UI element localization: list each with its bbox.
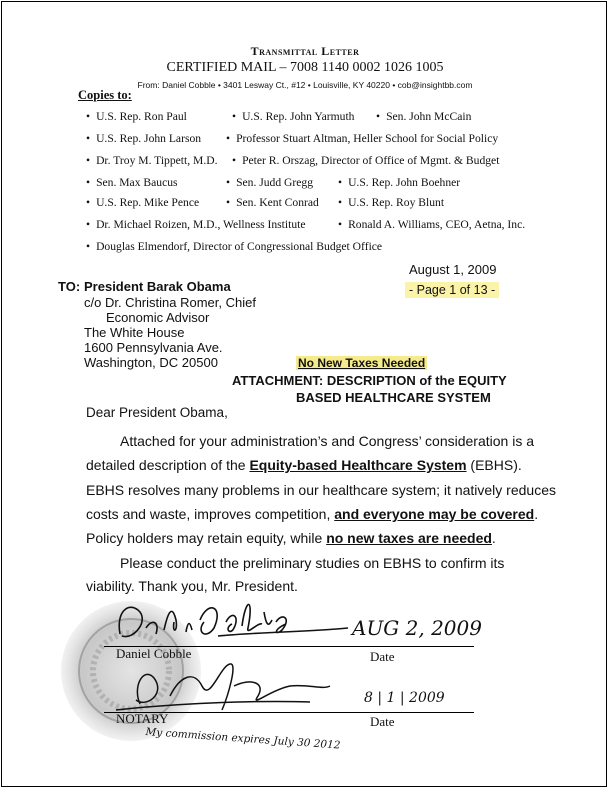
body-line: Attached for your administration’s and Congress’ consideration is a <box>120 433 534 449</box>
attachment-description-cont: BASED HEALTHCARE SYSTEM <box>296 390 491 405</box>
addressee-line: Washington, DC 20500 <box>84 355 218 370</box>
page-indicator: - Page 1 of 13 - <box>405 282 499 298</box>
certified-mail-number: CERTIFIED MAIL – 7008 1140 0002 1026 1005 <box>166 60 444 75</box>
cc-recipient: • U.S. Rep. John Larson <box>86 132 202 145</box>
signature-daniel-cobble <box>108 592 358 652</box>
notary-date-handwritten: 8 | 1 | 2009 <box>364 690 445 706</box>
ebhs-link-text: Equity-based Healthcare System <box>249 457 467 473</box>
signature-date-handwritten: AUG 2, 2009 <box>352 616 482 640</box>
body-line: costs and waste, improves competition, and everyone may be covered. <box>86 506 539 522</box>
cc-recipient: • Dr. Troy M. Tippett, M.D. <box>86 154 218 167</box>
addressee-line: The White House <box>84 325 185 340</box>
addressee-line: 1600 Pennsylvania Ave. <box>84 340 223 355</box>
cc-recipient: • Sen. John McCain <box>376 110 472 123</box>
notary-signature <box>110 656 340 718</box>
attachment-label: ATTACHMENT: <box>232 373 324 388</box>
body-line: Please conduct the preliminary studies on EBHS to confirm its <box>120 555 505 571</box>
signature-date-label: Date <box>370 649 395 664</box>
cc-recipient: • Sen. Kent Conrad <box>226 196 319 209</box>
cc-recipient: • U.S. Rep. Roy Blunt <box>338 196 445 209</box>
attachment-description: ATTACHMENT: DESCRIPTION of the EQUITY <box>232 373 507 388</box>
salutation: Dear President Obama, <box>86 405 228 420</box>
signer-name-label: Daniel Cobble <box>116 646 192 661</box>
notary-date-label: Date <box>370 714 395 729</box>
copies-to-label: Copies to: <box>78 88 132 102</box>
addressee-line: Economic Advisor <box>106 310 210 325</box>
addressee-line: c/o Dr. Christina Romer, Chief <box>84 295 256 310</box>
commission-expiry-handwritten: My commission expires July 30 2012 <box>145 726 341 752</box>
letter-date: August 1, 2009 <box>409 262 497 277</box>
notary-label: NOTARY <box>116 711 169 726</box>
no-new-taxes-highlight: No New Taxes Needed <box>298 356 426 370</box>
body-line: viability. Thank you, Mr. President. <box>86 578 298 594</box>
body-line: EBHS resolves many problems in our healthcare system; it natively reduces <box>86 482 556 498</box>
cc-recipient: • Sen. Judd Gregg <box>226 176 314 189</box>
cc-recipient: • Sen. Max Baucus <box>86 176 178 189</box>
cc-recipient: • U.S. Rep. John Yarmuth <box>232 110 355 123</box>
cc-recipient: • U.S. Rep. John Boehner <box>338 176 461 189</box>
cc-recipient: • Douglas Elmendorf, Director of Congressional Budget Office <box>86 240 383 253</box>
cc-recipient: • Ronald A. Williams, CEO, Aetna, Inc. <box>338 218 526 231</box>
cc-recipient: • Professor Stuart Altman, Heller School for Social Policy <box>226 132 499 145</box>
cc-recipient: • Dr. Michael Roizen, M.D., Wellness Institute <box>86 218 306 231</box>
body-line: detailed description of the Equity-based Healthcare System (EBHS). <box>86 457 522 473</box>
cc-recipient: • U.S. Rep. Ron Paul <box>86 110 187 123</box>
transmittal-title: Transmittal Letter <box>250 44 360 58</box>
body-line: Policy holders may retain equity, while no new taxes are needed. <box>86 530 496 546</box>
cc-recipient: • U.S. Rep. Mike Pence <box>86 196 200 209</box>
sender-address: From: Daniel Cobble • 3401 Lesway Ct., #12 • Louisville, KY 40220 • cob@insightbb.com <box>137 80 473 90</box>
cc-recipient: • Peter R. Orszag, Director of Office of Mgmt. & Budget <box>232 154 500 167</box>
to-label: TO: <box>58 279 81 294</box>
addressee-name: President Barak Obama <box>84 279 231 294</box>
